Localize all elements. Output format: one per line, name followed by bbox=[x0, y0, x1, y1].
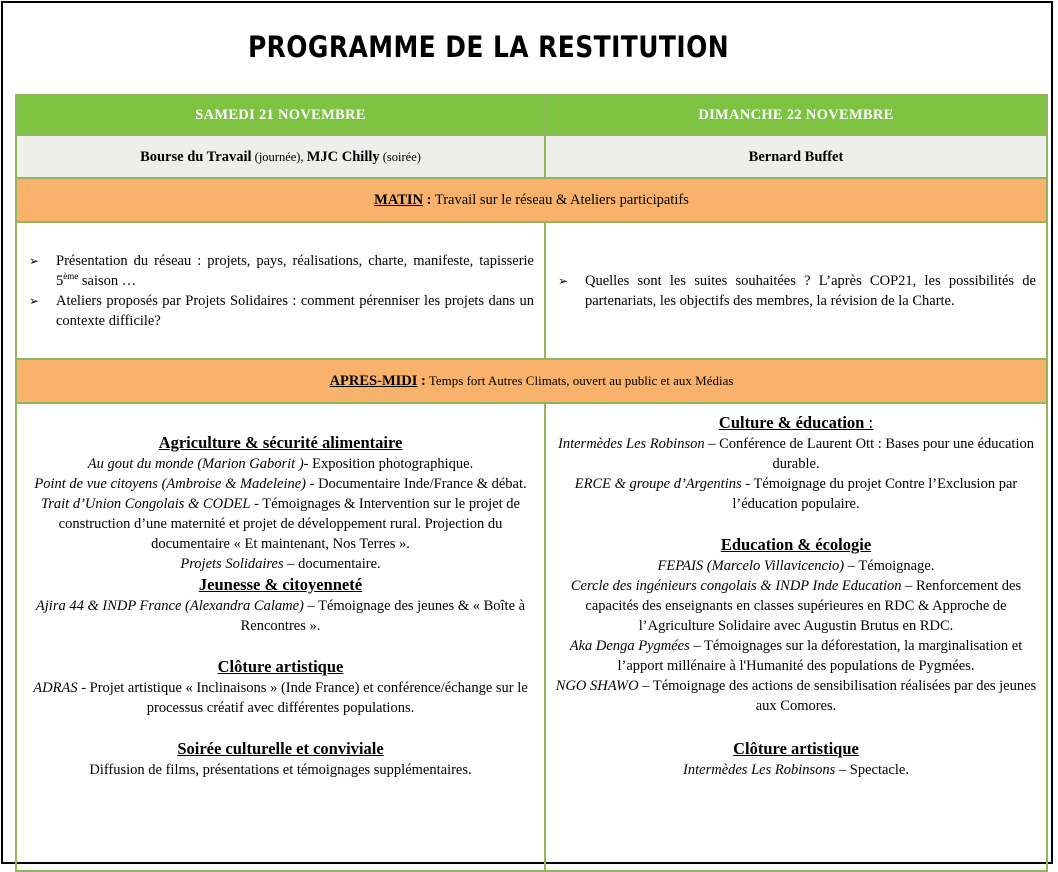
entry-text: – Renforcement des capacités des enseignants en classes supérieures en RDC & Approche de l’Agriculture Solidaire avec Augustin Brutus en RDC. bbox=[585, 578, 1022, 634]
entry-org: ADRAS bbox=[33, 680, 78, 696]
section-title-education: Education & écologie bbox=[720, 535, 872, 554]
page-title: PROGRAMME DE LA RESTITUTION bbox=[247, 30, 730, 64]
program-entry bbox=[554, 636, 1038, 676]
venue-saturday bbox=[16, 135, 545, 178]
apres-midi-label: APRES-MIDI bbox=[329, 373, 418, 389]
matin-label: MATIN bbox=[374, 192, 424, 208]
program-entry bbox=[25, 596, 536, 636]
program-entry bbox=[25, 678, 536, 718]
program-entry bbox=[554, 434, 1038, 474]
entry-org: Ajira 44 & INDP France (Alexandra Calame) bbox=[35, 598, 304, 614]
entry-org: FEPAIS (Marcelo Villavicencio) bbox=[657, 558, 845, 574]
section-title-culture bbox=[554, 412, 1038, 434]
entry-text: – Conférence de Laurent Ott : Bases pour une éducation durable. bbox=[704, 436, 1034, 472]
section-title-jeunesse: Jeunesse & citoyenneté bbox=[198, 575, 363, 594]
arrow-bullet-icon: ➢ bbox=[29, 293, 40, 308]
list-item bbox=[27, 251, 534, 291]
matin-sep: : bbox=[423, 192, 432, 208]
entry-org: Trait d’Union Congolais & CODEL bbox=[40, 496, 251, 512]
apres-midi-sep: : bbox=[417, 373, 426, 389]
program-entry bbox=[25, 454, 536, 474]
section-title-soiree: Soirée culturelle et conviviale bbox=[177, 739, 384, 758]
programme-table bbox=[15, 94, 1048, 872]
venue-sunday bbox=[545, 135, 1047, 178]
entry-text: - Projet artistique « Inclinaisons » (Inde France) et conférence/échange sur le processus créatif avec différentes populations. bbox=[77, 680, 528, 716]
entry-text: - Exposition photographique. bbox=[303, 456, 474, 472]
apres-midi-band bbox=[16, 359, 1047, 403]
venue-sat-time2: (soirée) bbox=[379, 149, 421, 164]
entry-text: – documentaire. bbox=[283, 556, 381, 572]
afternoon-sunday bbox=[545, 403, 1047, 871]
afternoon-saturday bbox=[16, 403, 545, 871]
entry-org: Point de vue citoyens (Ambroise & Madeleine) bbox=[34, 476, 306, 492]
arrow-bullet-icon: ➢ bbox=[29, 253, 40, 268]
program-entry bbox=[25, 554, 536, 574]
bullet-text bbox=[56, 251, 534, 291]
day-header-sunday: DIMANCHE 22 NOVEMBRE bbox=[545, 95, 1047, 135]
bullet-text-main: Présentation du réseau : projets, pays, réalisations, charte, manifeste, tapisserie 5 bbox=[56, 252, 534, 289]
entry-text: - Documentaire Inde/France & débat. bbox=[306, 476, 527, 492]
spacer bbox=[25, 636, 536, 656]
program-entry bbox=[25, 474, 536, 494]
spacer bbox=[554, 514, 1038, 534]
section-title-cloture: Clôture artistique bbox=[217, 657, 344, 676]
entry-text: – Témoignage. bbox=[844, 558, 935, 574]
apres-midi-text: Temps fort Autres Climats, ouvert au public et aux Médias bbox=[425, 373, 734, 388]
program-entry bbox=[554, 556, 1038, 576]
day-header-saturday: SAMEDI 21 NOVEMBRE bbox=[16, 95, 545, 135]
venue-sat-place1: Bourse du Travail bbox=[140, 148, 252, 165]
venue-sat-time1: (journée), bbox=[251, 149, 307, 164]
spacer bbox=[554, 716, 1038, 738]
morning-sunday bbox=[545, 222, 1047, 359]
bullet-text: Ateliers proposés par Projets Solidaires : comment pérenniser les projets dans un contexte difficile? bbox=[56, 292, 534, 329]
program-entry bbox=[554, 676, 1038, 716]
entry-text: – Témoignage des actions de sensibilisation réalisées par des jeunes aux Comores. bbox=[638, 678, 1037, 714]
section-title-cloture-sunday: Clôture artistique bbox=[733, 739, 859, 758]
program-entry bbox=[554, 474, 1038, 514]
list-item bbox=[27, 291, 534, 331]
bullet-sup: ème bbox=[63, 270, 79, 281]
entry-text: – Spectacle. bbox=[835, 762, 909, 778]
entry-org: Intermèdes Les Robinsons bbox=[683, 762, 836, 778]
entry-org: Intermèdes Les Robinson bbox=[558, 436, 705, 452]
matin-band bbox=[16, 178, 1047, 222]
entry-org: Cercle des ingénieurs congolais & INDP Inde Education bbox=[570, 578, 902, 594]
venue-sat-place2: MJC Chilly bbox=[306, 148, 380, 165]
entry-org: Au gout du monde (Marion Gaborit ) bbox=[87, 456, 304, 472]
entry-org: ERCE & groupe d’Argentins bbox=[574, 476, 742, 492]
entry-text: – Témoignages sur la déforestation, la marginalisation et l’apport millénaire à l'Humanité des populations de Pygmées. bbox=[617, 638, 1023, 674]
list-item bbox=[556, 271, 1036, 311]
venue-sun-place: Bernard Buffet bbox=[748, 148, 844, 165]
bullet-text-end: saison … bbox=[78, 272, 137, 289]
entry-text: - Témoignage du projet Contre l’Exclusion par l’éducation populaire. bbox=[732, 476, 1018, 512]
entry-org: NGO SHAWO bbox=[555, 678, 639, 694]
program-entry bbox=[25, 494, 536, 554]
entry-org: Projets Solidaires bbox=[180, 556, 284, 572]
spacer bbox=[25, 718, 536, 738]
arrow-bullet-icon: ➢ bbox=[558, 273, 569, 288]
section-title-culture-colon: : bbox=[864, 413, 874, 432]
entry-org: Aka Denga Pygmées bbox=[569, 638, 690, 654]
program-entry bbox=[554, 576, 1038, 636]
section-title-culture-text: Culture & éducation bbox=[718, 413, 865, 432]
bullet-text: Quelles sont les suites souhaitées ? L’après COP21, les possibilités de partenariats, les objectifs des membres, la révision de la Charte. bbox=[585, 272, 1036, 309]
morning-saturday bbox=[16, 222, 545, 359]
program-entry bbox=[554, 760, 1038, 780]
program-entry: Diffusion de films, présentations et témoignages supplémentaires. bbox=[89, 762, 472, 778]
entry-text: - Témoignages & Intervention sur le projet de construction d’une maternité et projet de développement rural. Projection du documentaire « Et maintenant, Nos Terres ». bbox=[58, 496, 520, 552]
matin-text: Travail sur le réseau & Ateliers participatifs bbox=[431, 192, 689, 208]
section-title-agriculture: Agriculture & sécurité alimentaire bbox=[158, 433, 403, 452]
entry-text: – Témoignage des jeunes & « Boîte à Rencontres ». bbox=[240, 598, 526, 634]
